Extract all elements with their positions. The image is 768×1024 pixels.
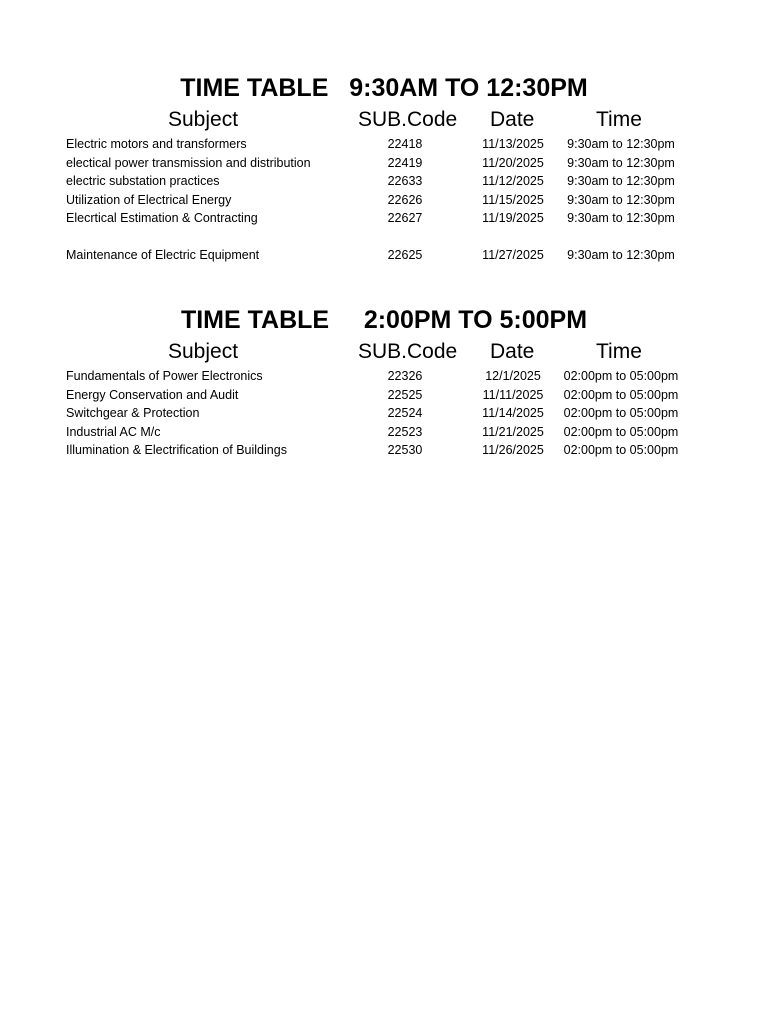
subject-cell: Illumination & Electrification of Buildings bbox=[66, 443, 287, 457]
subject-cell: electical power transmission and distribution bbox=[66, 155, 311, 170]
afternoon-header-code: SUB.Code bbox=[358, 340, 458, 363]
time-cell: 9:30am to 12:30pm bbox=[567, 155, 675, 170]
date-cell: 11/20/2025 bbox=[482, 155, 544, 170]
subject-cell: Switchgear & Protection bbox=[66, 406, 200, 420]
date-cell: 11/21/2025 bbox=[482, 424, 544, 439]
date-cell: 11/15/2025 bbox=[482, 192, 544, 207]
time-cell: 02:00pm to 05:00pm bbox=[563, 387, 679, 402]
subject-cell: electric substation practices bbox=[66, 174, 220, 188]
date-cell: 11/11/2025 bbox=[482, 387, 544, 402]
time-cell: 9:30am to 12:30pm bbox=[567, 192, 675, 207]
morning-header-time: Time bbox=[596, 108, 642, 131]
afternoon-rows bbox=[0, 367, 768, 460]
table-row bbox=[0, 404, 768, 423]
table-row bbox=[0, 172, 768, 191]
table-row bbox=[0, 135, 768, 154]
date-cell: 11/12/2025 bbox=[482, 174, 544, 188]
subject-cell: Utilization of Electrical Energy bbox=[66, 192, 232, 207]
time-cell: 9:30am to 12:30pm bbox=[567, 211, 675, 225]
code-cell: 22627 bbox=[387, 211, 423, 225]
time-cell: 02:00pm to 05:00pm bbox=[563, 443, 679, 457]
subject-cell: Electric motors and transformers bbox=[66, 137, 247, 151]
code-cell: 22524 bbox=[387, 406, 423, 420]
time-cell: 02:00pm to 05:00pm bbox=[563, 369, 679, 383]
code-cell: 22418 bbox=[387, 137, 423, 151]
afternoon-header-date: Date bbox=[490, 340, 535, 363]
code-cell: 22326 bbox=[387, 369, 423, 383]
time-cell: 02:00pm to 05:00pm bbox=[563, 424, 679, 439]
morning-header-date: Date bbox=[490, 108, 535, 131]
time-cell: 02:00pm to 05:00pm bbox=[563, 406, 679, 420]
table-row bbox=[0, 441, 768, 460]
table-row bbox=[0, 246, 768, 265]
code-cell: 22419 bbox=[387, 155, 423, 170]
date-cell: 11/27/2025 bbox=[482, 248, 544, 262]
time-cell: 9:30am to 12:30pm bbox=[567, 137, 675, 151]
table-row bbox=[0, 367, 768, 386]
date-cell: 11/14/2025 bbox=[482, 406, 544, 420]
table-row bbox=[0, 386, 768, 405]
morning-timetable-title: TIME TABLE 9:30AM TO 12:30PM bbox=[180, 74, 588, 102]
table-row bbox=[0, 191, 768, 210]
code-cell: 22525 bbox=[387, 387, 423, 402]
time-cell: 9:30am to 12:30pm bbox=[567, 174, 675, 188]
date-cell: 11/26/2025 bbox=[482, 443, 544, 457]
subject-cell: Industrial AC M/c bbox=[66, 424, 161, 439]
subject-cell: Energy Conservation and Audit bbox=[66, 387, 239, 402]
morning-rows bbox=[0, 135, 768, 265]
code-cell: 22625 bbox=[387, 248, 423, 262]
code-cell: 22626 bbox=[387, 192, 423, 207]
code-cell: 22633 bbox=[387, 174, 423, 188]
table-row bbox=[0, 154, 768, 173]
afternoon-timetable-title: TIME TABLE 2:00PM TO 5:00PM bbox=[180, 306, 588, 334]
table-row bbox=[0, 423, 768, 442]
afternoon-header-subject: Subject bbox=[168, 340, 239, 363]
date-cell: 12/1/2025 bbox=[485, 369, 541, 383]
code-cell: 22523 bbox=[387, 424, 423, 439]
subject-cell: Elecrtical Estimation & Contracting bbox=[66, 211, 258, 225]
subject-cell: Fundamentals of Power Electronics bbox=[66, 369, 263, 383]
date-cell: 11/13/2025 bbox=[482, 137, 544, 151]
time-cell: 9:30am to 12:30pm bbox=[567, 248, 675, 262]
subject-cell: Maintenance of Electric Equipment bbox=[66, 248, 260, 262]
date-cell: 11/19/2025 bbox=[482, 211, 544, 225]
morning-header-code: SUB.Code bbox=[358, 108, 458, 131]
morning-header-subject: Subject bbox=[168, 108, 239, 131]
table-row bbox=[0, 209, 768, 228]
code-cell: 22530 bbox=[387, 443, 423, 457]
afternoon-header-time: Time bbox=[596, 340, 642, 363]
